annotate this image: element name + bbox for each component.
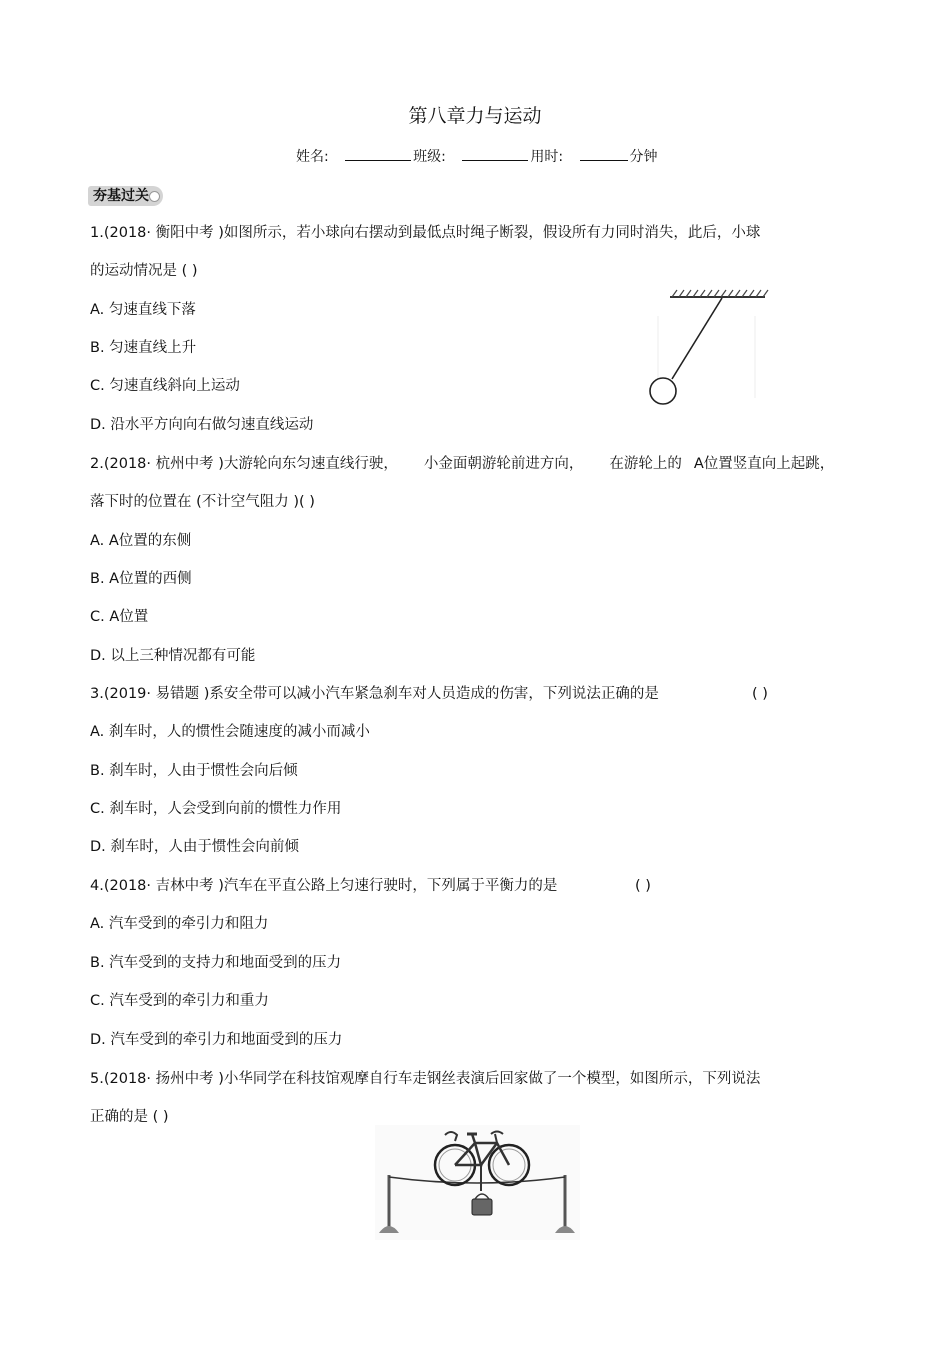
time-unit: 分钟 <box>629 149 658 165</box>
question-number: 3. <box>90 686 104 702</box>
q4-option-d[interactable]: D. 汽车受到的牵引力和地面受到的压力 <box>90 1032 343 1048</box>
q2-option-b[interactable]: B. A位置的西侧 <box>90 571 192 587</box>
section-badge <box>88 186 163 206</box>
pendulum-figure <box>640 288 780 413</box>
question-stem: 在游轮上的 <box>609 456 682 472</box>
q4-option-a[interactable]: A. 汽车受到的牵引力和阻力 <box>90 916 269 932</box>
q1-option-b[interactable]: B. 匀速直线上升 <box>90 340 197 356</box>
question-source: (2018· 扬州中考 ) <box>103 1071 224 1087</box>
q3-option-a[interactable]: A. 刹车时，人的惯性会随速度的减小而减小 <box>90 724 370 740</box>
question-source: (2018· 吉林中考 ) <box>103 878 224 894</box>
question-number: 5. <box>90 1071 104 1087</box>
question-3-line1 <box>90 685 659 703</box>
question-2-line2: 落下时的位置在 (不计空气阻力 )( ) <box>90 494 315 510</box>
question-5-line1 <box>90 1070 760 1088</box>
class-label: 班级: <box>413 149 446 165</box>
q3-option-b[interactable]: B. 刹车时，人由于惯性会向后倾 <box>90 763 298 779</box>
question-stem: 大游轮向东匀速直线行驶， <box>223 456 398 472</box>
class-blank[interactable] <box>462 148 528 161</box>
q1-option-d[interactable]: D. 沿水平方向向右做匀速直线运动 <box>90 417 314 433</box>
question-source: (2018· 衡阳中考 ) <box>103 225 224 241</box>
q4-option-c[interactable]: C. 汽车受到的牵引力和重力 <box>90 993 269 1009</box>
q2-option-d[interactable]: D. 以上三种情况都有可能 <box>90 648 256 664</box>
q3-option-d[interactable]: D. 刹车时，人由于惯性会向前倾 <box>90 839 299 855</box>
bicycle-tightrope-figure <box>375 1125 580 1240</box>
question-stem: 系安全带可以减小汽车紧急刹车对人员造成的伤害，下列说法正确的是 <box>209 686 659 702</box>
question-1-line1 <box>90 224 760 242</box>
q3-option-c[interactable]: C. 刹车时，人会受到向前的惯性力作用 <box>90 801 342 817</box>
question-3-paren: ( ) <box>752 686 768 702</box>
q4-option-b[interactable]: B. 汽车受到的支持力和地面受到的压力 <box>90 955 342 971</box>
question-5-line2: 正确的是 ( ) <box>90 1109 169 1125</box>
q2-option-a[interactable]: A. A位置的东侧 <box>90 533 192 549</box>
q2-option-c[interactable]: C. A位置 <box>90 609 149 625</box>
question-stem: 小金面朝游轮前进方向， <box>423 456 584 472</box>
time-blank[interactable] <box>580 148 628 161</box>
page-title: 第八章力与运动 <box>408 105 542 127</box>
question-stem: 如图所示，若小球向右摆动到最低点时绳子断裂，假设所有力同时消失，此后，小球 <box>223 225 761 241</box>
question-source: (2018· 杭州中考 ) <box>103 456 224 472</box>
question-1-line2: 的运动情况是 ( ) <box>90 263 198 279</box>
question-4-paren: ( ) <box>635 878 651 894</box>
question-number: 2. <box>90 456 104 472</box>
time-label: 用时: <box>530 149 564 165</box>
q1-option-a[interactable]: A. 匀速直线下落 <box>90 302 196 318</box>
question-stem: 小华同学在科技馆观摩自行车走钢丝表演后回家做了一个模型，如图所示，下列说法 <box>223 1071 761 1087</box>
name-blank[interactable] <box>345 148 411 161</box>
section-badge-label: 夯基过关 <box>93 188 149 204</box>
question-stem: 汽车在平直公路上匀速行驶时，下列属于平衡力的是 <box>223 878 558 894</box>
question-2-line1 <box>90 455 834 473</box>
name-label: 姓名: <box>296 149 329 165</box>
question-number: 4. <box>90 878 104 894</box>
question-number: 1. <box>90 225 104 241</box>
q1-option-c[interactable]: C. 匀速直线斜向上运动 <box>90 378 240 394</box>
student-info-line <box>296 148 658 166</box>
question-4-line1 <box>90 877 557 895</box>
question-source: (2019· 易错题 ) <box>103 686 210 702</box>
question-stem: A位置竖直向上起跳， <box>693 456 835 472</box>
badge-circle-icon <box>149 191 160 202</box>
